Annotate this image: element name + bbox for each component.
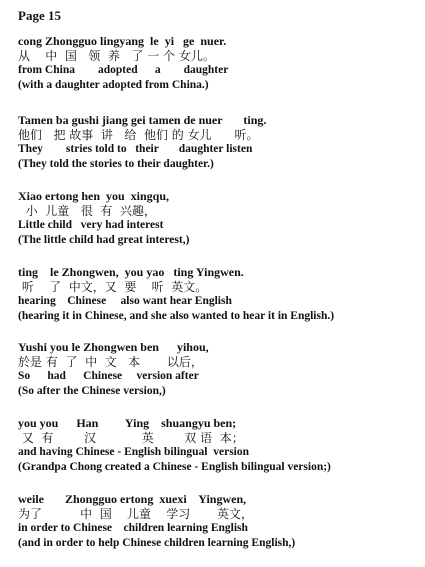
english-gloss-line: So had Chinese version after — [18, 370, 199, 382]
stanza-3 — [18, 189, 418, 247]
pinyin-line: Tamen ba gushi jiang gei tamen de nuer ting. — [18, 113, 267, 127]
pinyin-line: weile Zhongguo ertong xuexi Yingwen, — [18, 492, 247, 506]
pinyin-line: Xiao ertong hen you xingqu, — [18, 189, 170, 203]
page-number: Page 15 — [18, 8, 61, 23]
stanza-7 — [18, 492, 418, 550]
english-translation-line: (Grandpa Chong created a Chinese - English bilingual version;) — [18, 460, 331, 473]
english-translation-line: (They told the stories to their daughter.) — [18, 157, 214, 170]
english-gloss-line: from China adopted a daughter — [18, 64, 229, 76]
chinese-line: 他们 把 故事 讲 给 他们 的 女儿 听。 — [18, 127, 259, 142]
stanza-4 — [18, 265, 418, 323]
english-gloss-line: and having Chinese - English bilingual version — [18, 446, 250, 458]
chinese-line: 为了 中 国 儿童 学习 英文， — [18, 506, 253, 521]
english-gloss-line: They stries told to their daughter listen — [18, 143, 253, 155]
pinyin-line: Yushi you le Zhongwen ben yihou, — [18, 340, 209, 354]
stanza-1 — [18, 34, 418, 92]
english-translation-line: (The little child had great interest,) — [18, 233, 190, 246]
pinyin-line: ting le Zhongwen, you yao ting Yingwen. — [18, 265, 244, 279]
pinyin-line: you you Han Ying shuangyu ben; — [18, 416, 237, 430]
english-translation-line: (So after the Chinese version,) — [18, 384, 166, 397]
chinese-line: 听 了 中文，又 要 听 英文。 — [18, 279, 208, 294]
english-gloss-line: in order to Chinese children learning English — [18, 522, 248, 534]
chinese-line: 又 有 汉 英 双 语 本； — [18, 430, 244, 445]
stanza-6 — [18, 416, 418, 474]
stanza-5 — [18, 340, 418, 398]
english-translation-line: (and in order to help Chinese children learning English,) — [18, 536, 296, 549]
english-translation-line: (hearing it in Chinese, and she also wanted to hear it in English.) — [18, 309, 335, 322]
english-translation-line: (with a daughter adopted from China.) — [18, 78, 209, 91]
stanza-2 — [18, 113, 418, 171]
chinese-line: 小 儿童 很 有 兴趣， — [18, 203, 156, 218]
pinyin-line: cong Zhongguo lingyang le yi ge nuer. — [18, 34, 227, 48]
english-gloss-line: Little child very had interest — [18, 219, 164, 231]
english-gloss-line: hearing Chinese also want hear English — [18, 295, 232, 307]
chinese-line: 从 中 国 领 养 了 一 个 女儿。 — [18, 48, 215, 63]
chinese-line: 於是 有 了 中 文 本 以后， — [18, 354, 203, 369]
